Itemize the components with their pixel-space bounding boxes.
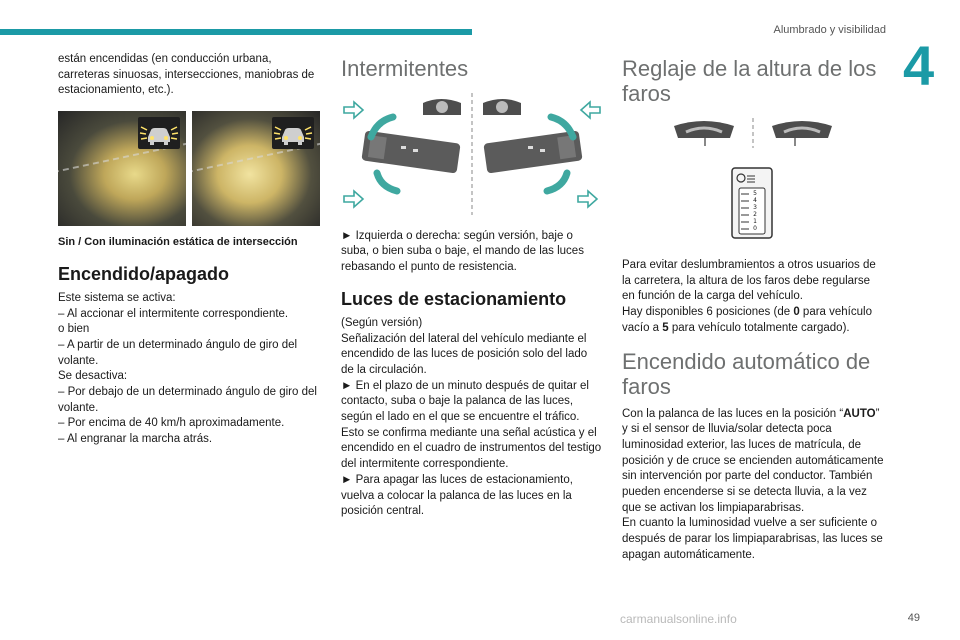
parking-lights-text <box>341 316 603 520</box>
positions-text <box>622 305 884 336</box>
height-adjust-text: Para evitar deslumbramientos a otros usuarios de la carretera, la altura de los faros debe regularse en función de la carga del vehículo. <box>622 259 876 303</box>
intro-text: están encendidas (en conducción urbana, carreteras sinuosas, intersecciones, maniobras de estacionamiento, etc.). <box>58 53 315 97</box>
text-line: – Por debajo de un determinado ángulo de giro del volante. <box>58 386 317 414</box>
auto-text-part: Con la palanca de las luces en la posición “ <box>622 407 844 420</box>
photo-without-lighting <box>58 111 186 226</box>
heading-reglaje-faros: Reglaje de la altura de los faros <box>622 56 877 106</box>
heading-luces-estacionamiento: Luces de estacionamiento <box>341 288 567 309</box>
intersection-photos <box>58 111 320 226</box>
text-line: (Según versión) <box>341 316 423 329</box>
text-line: – A partir de un determinado ángulo de giro del volante. <box>58 338 298 367</box>
auto-text-part: ” y si el sensor de lluvia/solar detecta poca luminosidad exterior, las luces de matrícula, de posición y de cruce se encienden automáticamente sin intervención por parte del conductor. También pueden encenderse si se detecta lluvia, a la vez que se activan los limpiaparabrisas. <box>622 407 884 514</box>
section-title: Alumbrado y visibilidad <box>773 24 886 36</box>
text-line: – Al accionar el intermitente correspondiente. <box>58 307 289 320</box>
headlamp-adjust-diagram <box>622 118 884 250</box>
wheel-digit: 3 <box>753 204 757 211</box>
auto-keyword: AUTO <box>843 407 876 420</box>
wheel-digit: 1 <box>753 218 757 225</box>
column-2 <box>341 52 603 520</box>
position-max: 5 <box>662 321 669 334</box>
auto-off-text: En cuanto la luminosidad vuelve a ser suficiente o después de parar los limpiaparabrisas, las luces se apagan automáticamente. <box>622 517 883 561</box>
photo-caption: Sin / Con iluminación estática de intersección <box>58 236 298 249</box>
text-line: Señalización del lateral del vehículo mediante el encendido de las luces de posición solo del lado de la circulación. <box>341 332 588 376</box>
column-3 <box>622 52 884 564</box>
car-headlights-icon <box>138 117 180 149</box>
wheel-digit: 4 <box>753 197 757 204</box>
text-line: Este sistema se activa: <box>58 291 176 304</box>
page-number: 49 <box>907 612 920 624</box>
column-1 <box>58 52 320 448</box>
watermark: carmanualsonline.info <box>620 612 737 626</box>
photo-with-lighting <box>192 111 320 226</box>
chapter-number: 4 <box>903 34 935 97</box>
road-marking <box>192 138 320 226</box>
wheel-digit: 0 <box>753 225 757 232</box>
positions-text-part: para vehículo vacío a <box>622 306 872 334</box>
wheel-digit: 5 <box>753 190 757 197</box>
text-line: – Por encima de 40 km/h aproximadamente. <box>58 417 285 430</box>
activation-list <box>58 291 320 448</box>
heading-intermitentes: Intermitentes <box>341 56 469 81</box>
wheel-digit: 2 <box>753 211 757 218</box>
road-marking <box>58 138 186 226</box>
car-headlights-icon <box>272 117 314 149</box>
text-line: ► En el plazo de un minuto después de quitar el contacto, suba o baje la palanca de las luces, según el lado en el que se encuentre el tráfico. <box>341 379 589 424</box>
positions-text-part: para vehículo totalmente cargado). <box>668 321 850 334</box>
heading-encendido-automatico: Encendido automático de faros <box>622 348 871 399</box>
height-wheel-digits <box>750 190 760 232</box>
position-min: 0 <box>793 306 800 319</box>
text-line: ► Para apagar las luces de estacionamiento, vuelva a colocar la palanca de las luces en la posición central. <box>341 473 573 518</box>
top-accent-bar <box>0 29 472 35</box>
stalk-instruction: ► Izquierda o derecha: según versión, baje o suba, o bien suba o baje, el mando de las luces rebasando el punto de resistencia. <box>341 229 584 274</box>
heading-encendido-apagado: Encendido/apagado <box>58 263 230 284</box>
text-line: o bien <box>58 323 90 336</box>
text-line: Se desactiva: <box>58 370 128 383</box>
text-line: – Al engranar la marcha atrás. <box>58 433 213 446</box>
text-line: Esto se confirma mediante una señal acústica y el encendido en el cuadro de instrumentos del testigo del intermitente correspondiente. <box>341 426 602 471</box>
indicator-stalk-diagram <box>341 93 603 221</box>
positions-text-part: Hay disponibles 6 posiciones (de <box>622 306 794 319</box>
auto-lights-text <box>622 407 884 517</box>
